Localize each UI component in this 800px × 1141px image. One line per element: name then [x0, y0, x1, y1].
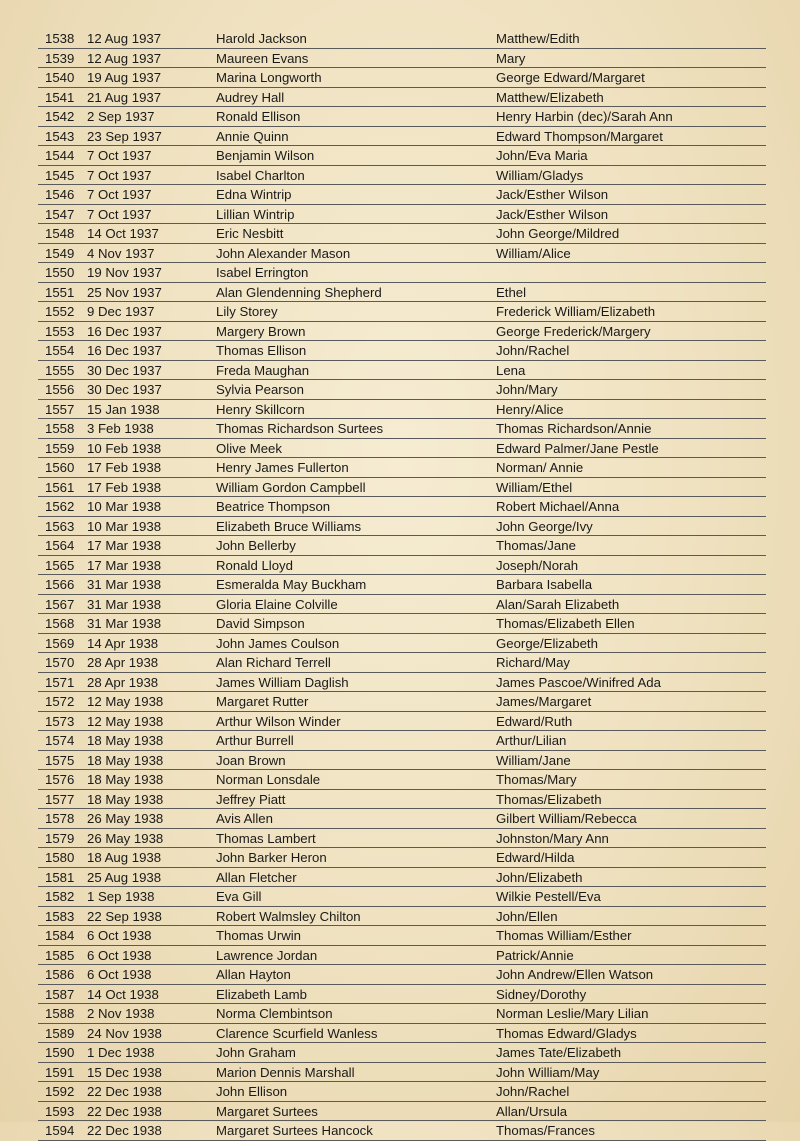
entry-date: 22 Dec 1938	[87, 1084, 162, 1099]
table-row	[38, 1004, 766, 1024]
entry-number: 1544	[45, 148, 75, 163]
child-name: Olive Meek	[216, 440, 282, 456]
entry-number: 1555	[45, 362, 75, 378]
table-row	[38, 166, 766, 186]
entry-date: 28 Apr 1938	[87, 674, 159, 690]
table-row	[38, 88, 766, 108]
entry-date: 26 May 1938	[87, 830, 164, 846]
entry-number: 1577	[45, 791, 75, 807]
entry-number: 1559	[45, 440, 75, 456]
entry-number: 1548	[45, 226, 75, 241]
entry-date: 4 Nov 1937	[87, 245, 155, 261]
entry-date: 15 Dec 1938	[87, 1064, 162, 1080]
table-row	[38, 790, 766, 810]
entry-date: 17 Mar 1938	[87, 557, 162, 573]
child-name: Audrey Hall	[216, 89, 285, 105]
parents-names: John/Mary	[496, 382, 558, 397]
parents-names: Gilbert William/Rebecca	[496, 811, 637, 826]
entry-number: 1565	[45, 557, 75, 573]
parents-names: William/Ethel	[496, 479, 573, 495]
entry-number: 1567	[45, 596, 75, 612]
parents-names: Thomas/Elizabeth Ellen	[496, 616, 635, 631]
entry-number: 1549	[45, 245, 75, 261]
table-row	[38, 770, 766, 790]
entry-number: 1564	[45, 538, 75, 553]
entry-date: 24 Nov 1938	[87, 1025, 162, 1041]
entry-number: 1550	[45, 265, 75, 280]
table-row	[38, 380, 766, 400]
entry-date: 31 Mar 1938	[87, 616, 162, 631]
entry-date: 6 Oct 1938	[87, 928, 152, 943]
parents-names: John Andrew/Ellen Watson	[496, 967, 654, 982]
entry-number: 1561	[45, 479, 75, 495]
child-name: Isabel Charlton	[216, 167, 305, 183]
entry-date: 18 Aug 1938	[87, 850, 162, 865]
entry-date: 1 Sep 1938	[87, 889, 155, 904]
table-row	[38, 224, 766, 244]
table-row	[38, 653, 766, 673]
table-row	[38, 244, 766, 264]
entry-date: 31 Mar 1938	[87, 577, 162, 592]
child-name: Lillian Wintrip	[216, 206, 295, 222]
table-row	[38, 829, 766, 849]
parents-names: Thomas Edward/Gladys	[496, 1025, 637, 1041]
parents-names: Patrick/Annie	[496, 947, 574, 963]
entry-number: 1579	[45, 830, 75, 846]
entry-number: 1575	[45, 752, 75, 768]
entry-number: 1546	[45, 187, 75, 202]
entry-number: 1587	[45, 986, 75, 1002]
parents-names: George/Elizabeth	[496, 635, 598, 651]
entry-date: 14 Oct 1937	[87, 226, 159, 241]
child-name: Elizabeth Bruce Williams	[216, 518, 362, 534]
entry-date: 31 Mar 1938	[87, 596, 162, 612]
entry-date: 6 Oct 1938	[87, 947, 152, 963]
entry-date: 18 May 1938	[87, 733, 164, 748]
child-name: Freda Maughan	[216, 362, 310, 378]
parents-names: Thomas William/Esther	[496, 928, 632, 943]
parents-names: John/Rachel	[496, 1084, 570, 1099]
parents-names: Barbara Isabella	[496, 577, 593, 592]
table-row	[38, 556, 766, 576]
child-name: Allan Fletcher	[216, 869, 297, 885]
child-name: Maureen Evans	[216, 50, 309, 66]
parents-names: John/Rachel	[496, 343, 570, 358]
entry-date: 17 Feb 1938	[87, 460, 162, 475]
child-name: Margaret Rutter	[216, 694, 309, 709]
table-row	[38, 614, 766, 634]
table-row	[38, 1063, 766, 1083]
entry-number: 1573	[45, 713, 75, 729]
entry-date: 12 May 1938	[87, 713, 164, 729]
entry-number: 1569	[45, 635, 75, 651]
child-name: Gloria Elaine Colville	[216, 596, 338, 612]
table-row	[38, 341, 766, 361]
parents-names: James Pascoe/Winifred Ada	[496, 674, 661, 690]
table-row	[38, 907, 766, 927]
child-name: Ronald Ellison	[216, 109, 301, 124]
parents-names: James Tate/Elizabeth	[496, 1045, 622, 1060]
entry-number: 1572	[45, 694, 75, 709]
entry-number: 1574	[45, 733, 75, 748]
child-name: Jeffrey Piatt	[216, 791, 286, 807]
parents-names: William/Gladys	[496, 167, 584, 183]
entry-number: 1589	[45, 1025, 75, 1041]
table-row	[38, 634, 766, 654]
child-name: Norma Clembintson	[216, 1006, 333, 1021]
entry-number: 1553	[45, 323, 75, 339]
parents-names: John/Elizabeth	[496, 869, 583, 885]
parents-names: John William/May	[496, 1064, 600, 1080]
parents-names: Henry Harbin (dec)/Sarah Ann	[496, 109, 673, 124]
child-name: Robert Walmsley Chilton	[216, 908, 361, 924]
child-name: John Bellerby	[216, 538, 296, 553]
entry-date: 17 Feb 1938	[87, 479, 162, 495]
parents-names: George Frederick/Margery	[496, 323, 651, 339]
child-name: Henry James Fullerton	[216, 460, 349, 475]
parents-names: Norman/ Annie	[496, 460, 584, 475]
table-row	[38, 497, 766, 517]
child-name: Joan Brown	[216, 752, 286, 768]
parents-names: Thomas/Mary	[496, 772, 577, 787]
child-name: Margaret Surtees	[216, 1103, 318, 1119]
entry-number: 1562	[45, 499, 75, 514]
table-row	[38, 1024, 766, 1044]
parents-names: John George/Mildred	[496, 226, 620, 241]
entry-date: 7 Oct 1937	[87, 148, 152, 163]
entry-number: 1584	[45, 928, 75, 943]
entry-number: 1594	[45, 1123, 75, 1138]
child-name: Annie Quinn	[216, 128, 289, 144]
entry-number: 1568	[45, 616, 75, 631]
child-name: Thomas Urwin	[216, 928, 302, 943]
entry-number: 1586	[45, 967, 75, 982]
child-name: Esmeralda May Buckham	[216, 577, 367, 592]
entry-date: 25 Aug 1938	[87, 869, 162, 885]
entry-number: 1558	[45, 421, 75, 436]
entry-date: 28 Apr 1938	[87, 655, 159, 670]
child-name: Margaret Surtees Hancock	[216, 1123, 373, 1138]
parents-names: Alan/Sarah Elizabeth	[496, 596, 620, 612]
table-row	[38, 595, 766, 615]
table-row	[38, 458, 766, 478]
table-row	[38, 127, 766, 147]
entry-date: 22 Dec 1938	[87, 1123, 162, 1138]
parents-names: Ethel	[496, 284, 527, 300]
entry-number: 1547	[45, 206, 75, 222]
child-name: Sylvia Pearson	[216, 382, 304, 397]
parents-names: John/Ellen	[496, 908, 558, 924]
entry-date: 17 Mar 1938	[87, 538, 162, 553]
parents-names: Thomas/Elizabeth	[496, 791, 602, 807]
entry-number: 1556	[45, 382, 75, 397]
child-name: Allan Hayton	[216, 967, 291, 982]
parents-names: Jack/Esther Wilson	[496, 206, 609, 222]
entry-number: 1541	[45, 89, 75, 105]
entry-date: 7 Oct 1937	[87, 167, 152, 183]
entry-number: 1581	[45, 869, 75, 885]
parents-names: Lena	[496, 362, 526, 378]
entry-number: 1580	[45, 850, 75, 865]
child-name: Lily Storey	[216, 304, 278, 319]
entry-number: 1545	[45, 167, 75, 183]
entry-number: 1591	[45, 1064, 75, 1080]
child-name: Eva Gill	[216, 889, 262, 904]
parents-names: Matthew/Elizabeth	[496, 89, 604, 105]
entry-number: 1539	[45, 50, 75, 66]
entry-number: 1540	[45, 70, 75, 85]
table-row	[38, 478, 766, 498]
table-row	[38, 302, 766, 322]
entry-date: 19 Nov 1937	[87, 265, 162, 280]
entry-date: 2 Nov 1938	[87, 1006, 155, 1021]
parents-names: Thomas/Jane	[496, 538, 576, 553]
child-name: Lawrence Jordan	[216, 947, 318, 963]
child-name: Marion Dennis Marshall	[216, 1064, 355, 1080]
child-name: John Barker Heron	[216, 850, 327, 865]
parents-names: Matthew/Edith	[496, 31, 580, 46]
entry-date: 10 Mar 1938	[87, 499, 162, 514]
table-row	[38, 712, 766, 732]
entry-date: 14 Apr 1938	[87, 635, 159, 651]
table-row	[38, 868, 766, 888]
parents-names: Johnston/Mary Ann	[496, 830, 609, 846]
parents-names: Sidney/Dorothy	[496, 986, 587, 1002]
child-name: Clarence Scurfield Wanless	[216, 1025, 378, 1041]
child-name: William Gordon Campbell	[216, 479, 366, 495]
table-row	[38, 517, 766, 537]
entry-date: 7 Oct 1937	[87, 187, 152, 202]
entry-date: 25 Nov 1937	[87, 284, 162, 300]
table-row	[38, 848, 766, 868]
parents-names: Edward Thompson/Margaret	[496, 128, 663, 144]
entry-number: 1571	[45, 674, 75, 690]
entry-number: 1552	[45, 304, 75, 319]
entry-number: 1566	[45, 577, 75, 592]
table-row	[38, 1121, 766, 1141]
parents-names: Edward Palmer/Jane Pestle	[496, 440, 659, 456]
child-name: Thomas Richardson Surtees	[216, 421, 384, 436]
entry-number: 1593	[45, 1103, 75, 1119]
entry-date: 9 Dec 1937	[87, 304, 155, 319]
entry-number: 1585	[45, 947, 75, 963]
table-row	[38, 361, 766, 381]
table-row	[38, 731, 766, 751]
table-row	[38, 439, 766, 459]
entry-number: 1588	[45, 1006, 75, 1021]
table-row	[38, 575, 766, 595]
entry-number: 1557	[45, 401, 75, 417]
child-name: Henry Skillcorn	[216, 401, 305, 417]
table-row	[38, 107, 766, 127]
parents-names: Mary	[496, 50, 526, 66]
table-row	[38, 283, 766, 303]
entry-date: 18 May 1938	[87, 791, 164, 807]
entry-date: 3 Feb 1938	[87, 421, 154, 436]
entry-number: 1538	[45, 31, 75, 46]
child-name: Marina Longworth	[216, 70, 322, 85]
child-name: Eric Nesbitt	[216, 226, 284, 241]
child-name: Alan Glendenning Shepherd	[216, 284, 382, 300]
table-row	[38, 49, 766, 69]
child-name: Thomas Ellison	[216, 343, 307, 358]
entry-number: 1560	[45, 460, 75, 475]
entry-number: 1543	[45, 128, 75, 144]
child-name: Isabel Errington	[216, 265, 309, 280]
child-name: Edna Wintrip	[216, 187, 292, 202]
child-name: John Graham	[216, 1045, 296, 1060]
table-row	[38, 419, 766, 439]
child-name: John Ellison	[216, 1084, 288, 1099]
child-name: Benjamin Wilson	[216, 148, 315, 163]
entry-date: 7 Oct 1937	[87, 206, 152, 222]
entry-date: 16 Dec 1937	[87, 323, 162, 339]
child-name: Thomas Lambert	[216, 830, 316, 846]
table-row	[38, 205, 766, 225]
parents-names: George Edward/Margaret	[496, 70, 645, 85]
table-row	[38, 692, 766, 712]
table-row	[38, 965, 766, 985]
parents-names: Robert Michael/Anna	[496, 499, 620, 514]
parents-names: Norman Leslie/Mary Lilian	[496, 1006, 649, 1021]
entry-number: 1576	[45, 772, 75, 787]
entry-date: 30 Dec 1937	[87, 362, 162, 378]
child-name: Ronald Lloyd	[216, 557, 293, 573]
entry-date: 22 Dec 1938	[87, 1103, 162, 1119]
table-row	[38, 946, 766, 966]
parents-names: Wilkie Pestell/Eva	[496, 889, 601, 904]
parents-names: John/Eva Maria	[496, 148, 588, 163]
table-row	[38, 29, 766, 49]
table-row	[38, 1082, 766, 1102]
child-name: Norman Lonsdale	[216, 772, 321, 787]
entry-date: 1 Dec 1938	[87, 1045, 155, 1060]
entry-date: 18 May 1938	[87, 752, 164, 768]
parents-names: Joseph/Norah	[496, 557, 579, 573]
parents-names: Jack/Esther Wilson	[496, 187, 609, 202]
parents-names: Arthur/Lilian	[496, 733, 567, 748]
entry-date: 12 Aug 1937	[87, 50, 162, 66]
entry-number: 1582	[45, 889, 75, 904]
table-row	[38, 673, 766, 693]
table-row	[38, 68, 766, 88]
parents-names: William/Jane	[496, 752, 571, 768]
entry-date: 22 Sep 1938	[87, 908, 162, 924]
child-name: Margery Brown	[216, 323, 306, 339]
entry-date: 23 Sep 1937	[87, 128, 162, 144]
child-name: Harold Jackson	[216, 31, 307, 46]
table-row	[38, 926, 766, 946]
entry-number: 1583	[45, 908, 75, 924]
child-name: David Simpson	[216, 616, 305, 631]
entry-date: 16 Dec 1937	[87, 343, 162, 358]
parents-names: Thomas Richardson/Annie	[496, 421, 652, 436]
table-row	[38, 751, 766, 771]
table-row	[38, 536, 766, 556]
child-name: Arthur Wilson Winder	[216, 713, 341, 729]
child-name: John Alexander Mason	[216, 245, 351, 261]
parents-names: Edward/Ruth	[496, 713, 573, 729]
table-row	[38, 400, 766, 420]
child-name: Avis Allen	[216, 811, 273, 826]
table-row	[38, 1043, 766, 1063]
entry-date: 10 Mar 1938	[87, 518, 162, 534]
register-table	[38, 29, 766, 1141]
entry-number: 1570	[45, 655, 75, 670]
table-row	[38, 985, 766, 1005]
entry-number: 1590	[45, 1045, 75, 1060]
table-row	[38, 146, 766, 166]
table-row	[38, 887, 766, 907]
entry-date: 12 Aug 1937	[87, 31, 162, 46]
entry-date: 21 Aug 1937	[87, 89, 162, 105]
table-row	[38, 809, 766, 829]
table-row	[38, 322, 766, 342]
entry-date: 15 Jan 1938	[87, 401, 160, 417]
entry-date: 14 Oct 1938	[87, 986, 159, 1002]
child-name: Arthur Burrell	[216, 733, 294, 748]
child-name: Alan Richard Terrell	[216, 655, 331, 670]
entry-date: 18 May 1938	[87, 772, 164, 787]
child-name: Beatrice Thompson	[216, 499, 331, 514]
child-name: John James Coulson	[216, 635, 340, 651]
parents-names: Richard/May	[496, 655, 571, 670]
parents-names: Henry/Alice	[496, 401, 564, 417]
table-row	[38, 185, 766, 205]
entry-number: 1592	[45, 1084, 75, 1099]
parents-names: William/Alice	[496, 245, 571, 261]
entry-number: 1554	[45, 343, 75, 358]
entry-number: 1578	[45, 811, 75, 826]
entry-date: 19 Aug 1937	[87, 70, 162, 85]
entry-date: 10 Feb 1938	[87, 440, 162, 456]
entry-number: 1563	[45, 518, 75, 534]
table-row	[38, 1102, 766, 1122]
entry-date: 30 Dec 1937	[87, 382, 162, 397]
entry-number: 1542	[45, 109, 75, 124]
parents-names: Thomas/Frances	[496, 1123, 595, 1138]
entry-date: 2 Sep 1937	[87, 109, 155, 124]
parents-names: Allan/Ursula	[496, 1103, 568, 1119]
child-name: James William Daglish	[216, 674, 349, 690]
entry-number: 1551	[45, 284, 75, 300]
entry-date: 26 May 1938	[87, 811, 164, 826]
parents-names: John George/Ivy	[496, 518, 593, 534]
parents-names: Edward/Hilda	[496, 850, 575, 865]
child-name: Elizabeth Lamb	[216, 986, 307, 1002]
entry-date: 12 May 1938	[87, 694, 164, 709]
parents-names: Frederick William/Elizabeth	[496, 304, 656, 319]
table-row	[38, 263, 766, 283]
parents-names: James/Margaret	[496, 694, 592, 709]
entry-date: 6 Oct 1938	[87, 967, 152, 982]
